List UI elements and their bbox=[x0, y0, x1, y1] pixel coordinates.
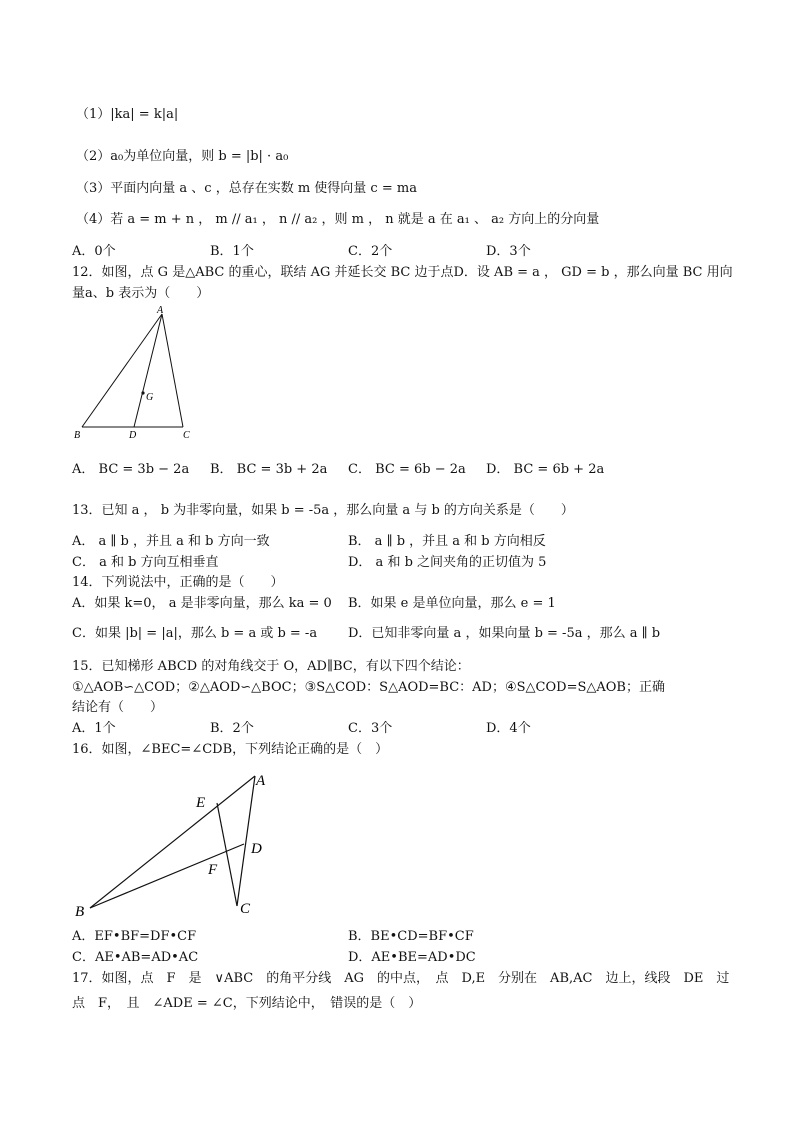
q16-figure bbox=[70, 766, 280, 926]
q12-stem-line1: 12．如图，点 G 是△ABC 的重心，联结 AG 并延长交 BC 边于点D．设 AB = a ， GD = b ，那么向量 BC 用向 bbox=[72, 265, 733, 280]
label-f: F bbox=[208, 862, 218, 878]
side-ab bbox=[82, 314, 162, 427]
item-1: （1）|ka| = k|a| bbox=[76, 107, 179, 122]
q13-stem: 13．已知 a ， b 为非零向量，如果 b = -5a ，那么向量 a 与 b 的方向关系是（ ） bbox=[72, 503, 574, 518]
label-c: C bbox=[240, 901, 251, 917]
q11-option-a: A．0个 bbox=[72, 244, 116, 259]
label-d: D bbox=[251, 841, 262, 857]
q12-triangle-figure bbox=[70, 306, 200, 446]
q13-option-d: D． a 和 b 之间夹角的正切值为 5 bbox=[348, 555, 547, 570]
point-g bbox=[141, 391, 144, 394]
q14-option-a: A．如果 k=0， a 是非零向量，那么 ka = 0 bbox=[72, 596, 332, 611]
q15-option-d: D．4个 bbox=[486, 721, 531, 736]
q11-option-c: C．2个 bbox=[348, 244, 393, 259]
line-bd bbox=[90, 844, 244, 908]
q14-stem: 14．下列说法中，正确的是（ ） bbox=[72, 575, 284, 590]
label-b: B bbox=[74, 430, 81, 441]
item-2: （2）a₀为单位向量，则 b = |b| · a₀ bbox=[76, 149, 289, 164]
q12-stem-line2: 量a、b 表示为（ ） bbox=[72, 286, 210, 301]
q16-option-b: B．BE•CD=BF•CF bbox=[348, 929, 474, 944]
label-a: A bbox=[256, 773, 266, 789]
q17-stem-line1: 17．如图，点 F 是 ∨ABC 的角平分线 AG 的中点， 点 D,E 分别在 AB,AC 边上，线段 DE 过 bbox=[72, 971, 730, 986]
q16-option-a: A．EF•BF=DF•CF bbox=[72, 929, 197, 944]
label-g: G bbox=[146, 392, 154, 403]
q14-option-b: B．如果 e 是单位向量，那么 e = 1 bbox=[348, 596, 556, 611]
q16-option-c: C．AE•AB=AD•AC bbox=[72, 950, 199, 965]
q12-option-a: A． BC = 3b − 2a bbox=[72, 462, 190, 477]
q15-conclusions: ①△AOB∽△COD；②△AOD∽△BOC；③S△COD：S△AOD=BC：AD；④S△COD=S△AOB；正确 bbox=[72, 680, 665, 695]
label-a: A bbox=[157, 306, 164, 316]
q12-option-c: C． BC = 6b − 2a bbox=[348, 462, 466, 477]
q13-option-c: C． a 和 b 方向互相垂直 bbox=[72, 555, 219, 570]
q15-tail: 结论有（ ） bbox=[72, 700, 164, 715]
line-ba bbox=[90, 776, 255, 908]
q16-stem: 16．如图，∠BEC=∠CDB，下列结论正确的是（ ） bbox=[72, 742, 389, 757]
q12-option-d: D． BC = 6b + 2a bbox=[486, 462, 605, 477]
side-ac bbox=[162, 314, 183, 427]
label-e: E bbox=[196, 795, 206, 811]
label-b: B bbox=[75, 904, 85, 920]
item-3: （3）平面内向量 a 、c ，总存在实数 m 使得向量 c = ma bbox=[76, 181, 417, 196]
q14-option-c: C．如果 |b| = |a|，那么 b = a 或 b = -a bbox=[72, 626, 318, 641]
q16-option-d: D．AE•BE=AD•DC bbox=[348, 950, 476, 965]
q14-option-d: D．已知非零向量 a ，如果向量 b = -5a ，那么 a ∥ b bbox=[348, 626, 661, 641]
label-c: C bbox=[183, 430, 190, 441]
q15-option-c: C．3个 bbox=[348, 721, 393, 736]
q13-option-a: A． a ∥ b ，并且 a 和 b 方向一致 bbox=[72, 534, 270, 549]
median-ad bbox=[134, 314, 162, 427]
q12-option-b: B． BC = 3b + 2a bbox=[210, 462, 328, 477]
q15-option-a: A．1个 bbox=[72, 721, 116, 736]
q17-stem-line2: 点 F， 且 ∠ADE = ∠C，下列结论中， 错误的是（ ） bbox=[72, 996, 422, 1011]
item-4: （4）若 a = m + n ， m // a₁ ， n // a₂ ，则 m ， n 就是 a 在 a₁ 、 a₂ 方向上的分向量 bbox=[76, 212, 600, 227]
q11-option-d: D．3个 bbox=[486, 244, 531, 259]
q11-option-b: B．1个 bbox=[210, 244, 254, 259]
q15-option-b: B．2个 bbox=[210, 721, 254, 736]
q13-option-b: B． a ∥ b ，并且 a 和 b 方向相反 bbox=[348, 534, 546, 549]
label-d: D bbox=[129, 430, 137, 441]
q15-stem: 15．已知梯形 ABCD 的对角线交于 O，AD∥BC，有以下四个结论： bbox=[72, 659, 470, 674]
